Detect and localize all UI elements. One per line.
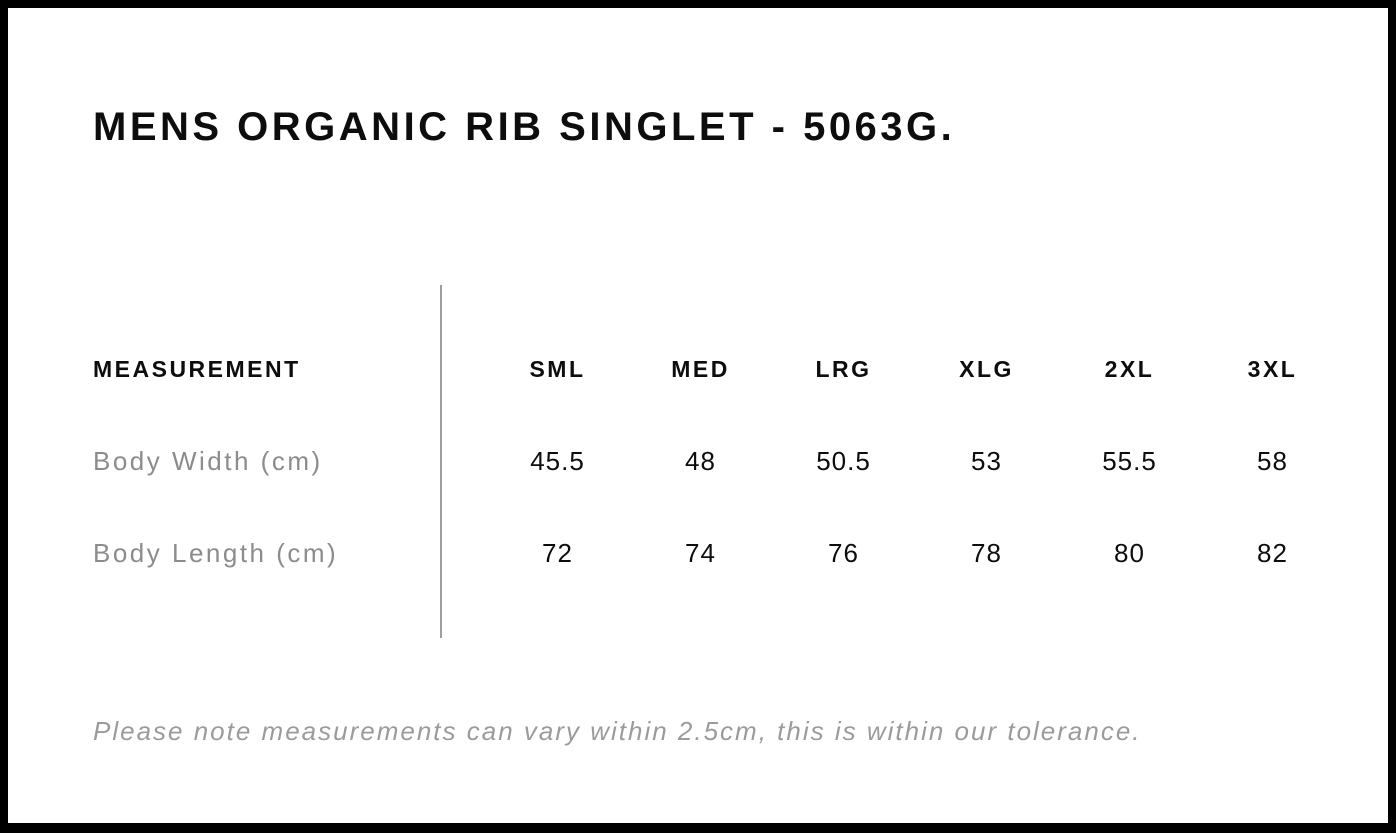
body-width-2xl: 55.5 <box>1102 445 1157 476</box>
column-header-sml: SML <box>529 355 586 382</box>
body-length-sml: 72 <box>542 537 573 568</box>
table-vertical-divider <box>440 285 442 638</box>
body-width-xlg: 53 <box>971 445 1002 476</box>
body-length-med: 74 <box>685 537 716 568</box>
column-header-2xl: 2XL <box>1104 355 1155 382</box>
table-row-body-width <box>93 441 1344 481</box>
table-header-row <box>93 349 1344 389</box>
column-header-med: MED <box>671 355 730 382</box>
table-row-body-length <box>93 533 1344 573</box>
body-length-xlg: 78 <box>971 537 1002 568</box>
size-guide-page <box>8 8 1388 823</box>
body-width-lrg: 50.5 <box>816 445 871 476</box>
row-label-body-length: Body Length (cm) <box>93 537 339 568</box>
body-length-value-cells <box>486 538 1344 569</box>
body-width-value-cells <box>486 446 1344 477</box>
body-width-sml: 45.5 <box>530 445 585 476</box>
column-header-lrg: LRG <box>815 355 872 382</box>
column-header-3xl: 3XL <box>1247 355 1298 382</box>
body-width-3xl: 58 <box>1257 445 1288 476</box>
size-header-cells <box>486 356 1344 383</box>
column-header-measurement: MEASUREMENT <box>93 355 301 382</box>
tolerance-note: Please note measurements can vary within 2.5cm, this is within our tolerance. <box>93 716 1142 746</box>
body-length-2xl: 80 <box>1114 537 1145 568</box>
body-width-med: 48 <box>685 445 716 476</box>
page-title: MENS ORGANIC RIB SINGLET - 5063G. <box>93 105 956 149</box>
body-length-lrg: 76 <box>828 537 859 568</box>
size-chart-table <box>93 285 1344 638</box>
row-label-body-width: Body Width (cm) <box>93 445 323 476</box>
body-length-3xl: 82 <box>1257 537 1288 568</box>
column-header-xlg: XLG <box>959 355 1014 382</box>
